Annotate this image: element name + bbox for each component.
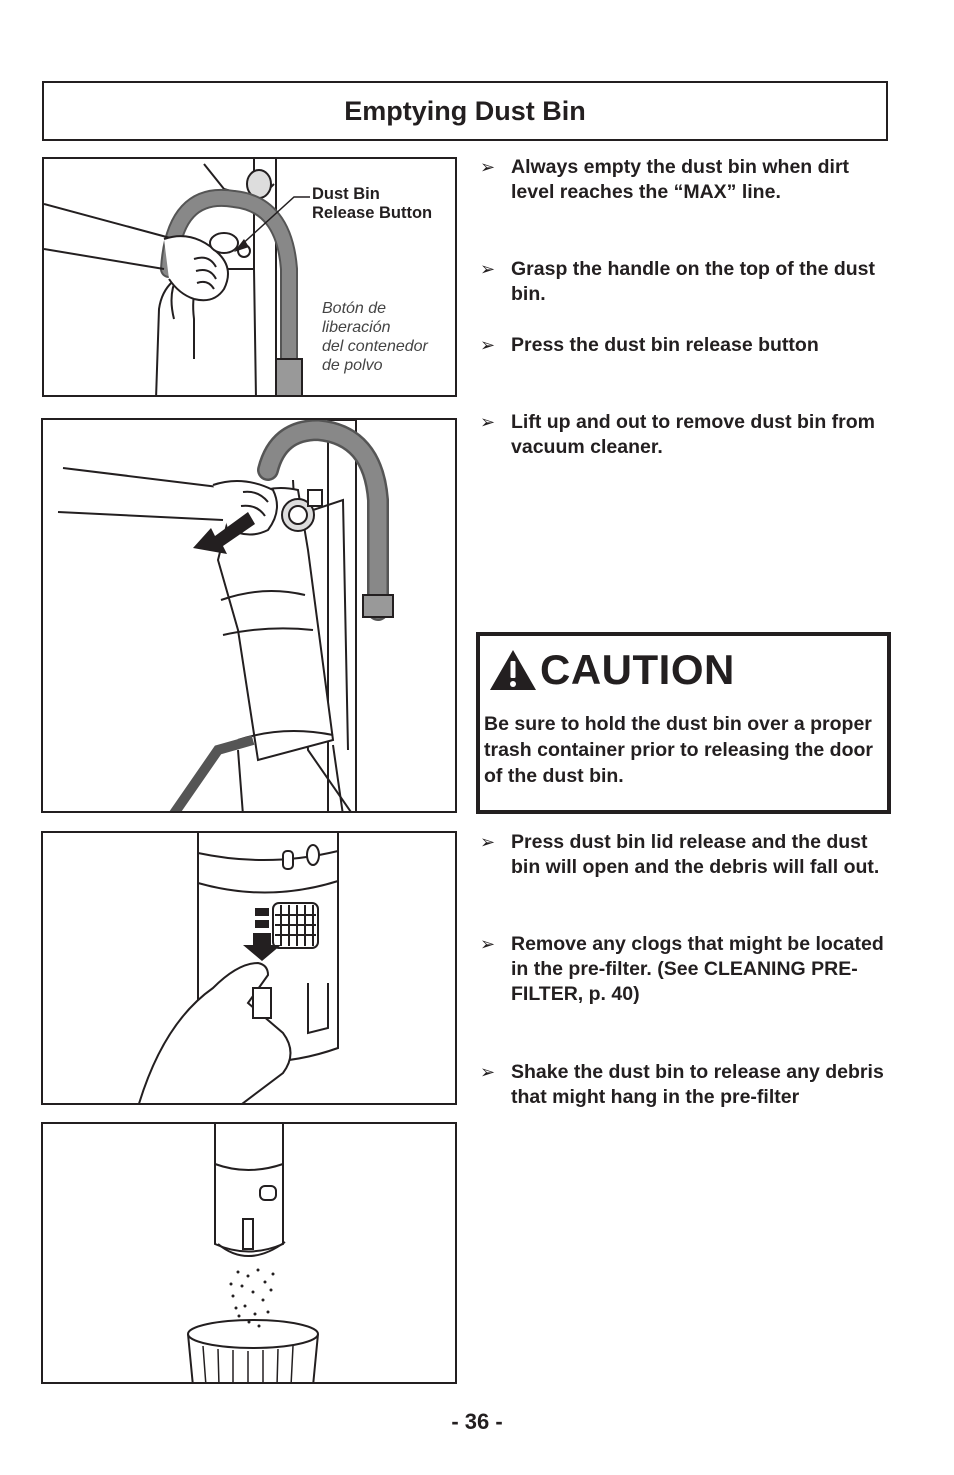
step-text: Always empty the dust bin when dirt level reaches the “MAX” line. (511, 156, 850, 203)
caution-box (476, 632, 891, 814)
step-text: Press dust bin lid release and the dust bin will open and the debris will fall out. (511, 831, 880, 878)
step-item (480, 830, 890, 880)
warning-triangle-icon (488, 648, 538, 692)
callout-en-line: Dust Bin (312, 185, 380, 203)
page-number: - 36 - (451, 1409, 503, 1434)
section-title: Emptying Dust Bin (42, 81, 888, 141)
bullet-arrow-icon: ➢ (480, 157, 496, 177)
callout-es-line: del contenedor (322, 338, 428, 355)
illustration-empty-into-trash (41, 1122, 457, 1384)
bullet-arrow-icon: ➢ (480, 412, 496, 432)
step-text: Press the dust bin release button (511, 334, 819, 356)
release-button-callout-spanish (322, 299, 428, 375)
step-item (480, 155, 890, 205)
bullet-arrow-icon: ➢ (480, 335, 496, 355)
step-text: Shake the dust bin to release any debris that might hang in the pre-filter (511, 1061, 884, 1108)
vacuum-lift-illustration (43, 420, 457, 813)
step-text: Lift up and out to remove dust bin from vacuum cleaner. (511, 411, 875, 458)
bullet-arrow-icon: ➢ (480, 259, 496, 279)
step-text: Grasp the handle on the top of the dust bin. (511, 258, 875, 305)
illustration-lift-dust-bin (41, 418, 457, 813)
step-text: Remove any clogs that might be located in the pre-filter. (See CLEANING PRE-FILTER, p. 40) (511, 933, 884, 1005)
step-item (480, 932, 890, 1007)
release-button-callout (312, 185, 432, 223)
bullet-arrow-icon: ➢ (480, 934, 496, 954)
bullet-arrow-icon: ➢ (480, 1062, 496, 1082)
caution-heading (488, 646, 735, 694)
callout-es-line: Botón de (322, 300, 387, 317)
caution-text: Be sure to hold the dust bin over a proper trash container prior to releasing the door of the dust bin. (484, 713, 873, 787)
callout-en-line: Release Button (312, 204, 433, 222)
dust-falling-illustration (43, 1124, 457, 1384)
illustration-lid-release (41, 831, 457, 1105)
step-item (480, 410, 890, 460)
caution-label: CAUTION (540, 646, 735, 693)
bullet-arrow-icon: ➢ (480, 832, 496, 852)
callout-es-line: de polvo (322, 357, 383, 374)
callout-es-line: liberación (322, 319, 391, 336)
step-item (480, 333, 890, 358)
dust-bin-open-illustration (43, 833, 457, 1105)
step-item (480, 1060, 890, 1110)
illustration-release-button (42, 157, 457, 397)
step-item (480, 257, 890, 307)
